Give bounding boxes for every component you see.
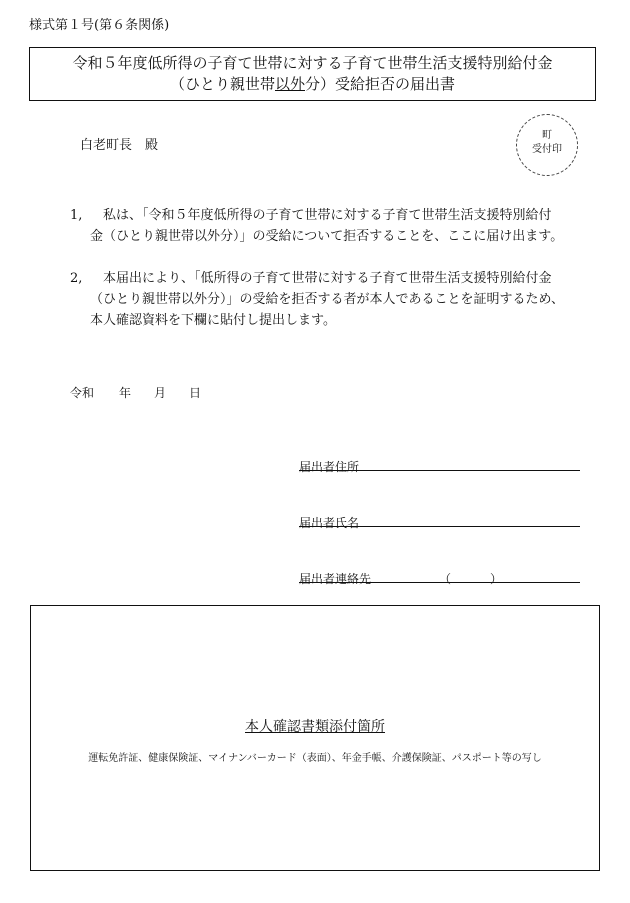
stamp-label: 受付印 — [532, 144, 562, 155]
applicant-address-line[interactable] — [299, 470, 580, 471]
applicant-contact-label: 届出者連絡先 — [299, 572, 372, 586]
paragraph-2-line-2: （ひとり親世帯以外分）」の受給を拒否する者が本人であることを証明するため、 — [90, 292, 564, 307]
title-underlined-text: 以外 — [274, 75, 305, 93]
stamp-town: 町 — [542, 130, 552, 141]
paragraph-2-number: 2, — [70, 271, 83, 286]
paragraph-1-line-2: 金（ひとり親世帯以外分）」の受給について拒否することを、ここに届け出ます。 — [90, 229, 564, 244]
date-month-label: 月 — [154, 386, 167, 400]
contact-paren-close: ） — [490, 572, 503, 586]
applicant-contact-line[interactable] — [299, 582, 580, 583]
date-year-label: 年 — [119, 386, 132, 400]
title-line-2-post: 分）受給拒否の届出書 — [305, 75, 456, 93]
applicant-address-label: 届出者住所 — [299, 460, 360, 474]
reception-stamp-area — [516, 114, 578, 176]
applicant-name-label: 届出者氏名 — [299, 516, 360, 530]
applicant-name-line[interactable] — [299, 526, 580, 527]
paragraph-1-number: 1, — [70, 208, 83, 223]
document-title-box — [29, 47, 596, 101]
paragraph-2 — [70, 268, 590, 331]
form-number: 様式第１号(第６条関係) — [29, 18, 170, 33]
contact-paren-open: （ — [439, 572, 452, 586]
id-document-attachment-box[interactable] — [30, 605, 600, 871]
title-line-1: 令和５年度低所得の子育て世帯に対する子育て世帯生活支援特別給付金 — [72, 54, 553, 72]
attachment-title: 本人確認書類添付箇所 — [245, 719, 385, 735]
title-line-2 — [30, 74, 595, 95]
paragraph-1 — [70, 205, 590, 247]
paragraph-2-line-1: 本届出により、「低所得の子育て世帯に対する子育て世帯生活支援特別給付金 — [103, 271, 552, 286]
attachment-note: 運転免許証、健康保険証、マイナンバーカード（表面）、年金手帳、介護保険証、パスポート等の写し — [88, 753, 542, 764]
addressee: 白老町長 殿 — [80, 138, 159, 153]
date-era: 令和 — [70, 386, 95, 400]
date-day-label: 日 — [189, 386, 202, 400]
paragraph-1-line-1: 私は、「令和５年度低所得の子育て世帯に対する子育て世帯生活支援特別給付 — [103, 208, 552, 223]
title-line-2-pre: （ひとり親世帯 — [169, 75, 275, 93]
paragraph-2-line-3: 本人確認資料を下欄に貼付し提出します。 — [90, 313, 336, 328]
